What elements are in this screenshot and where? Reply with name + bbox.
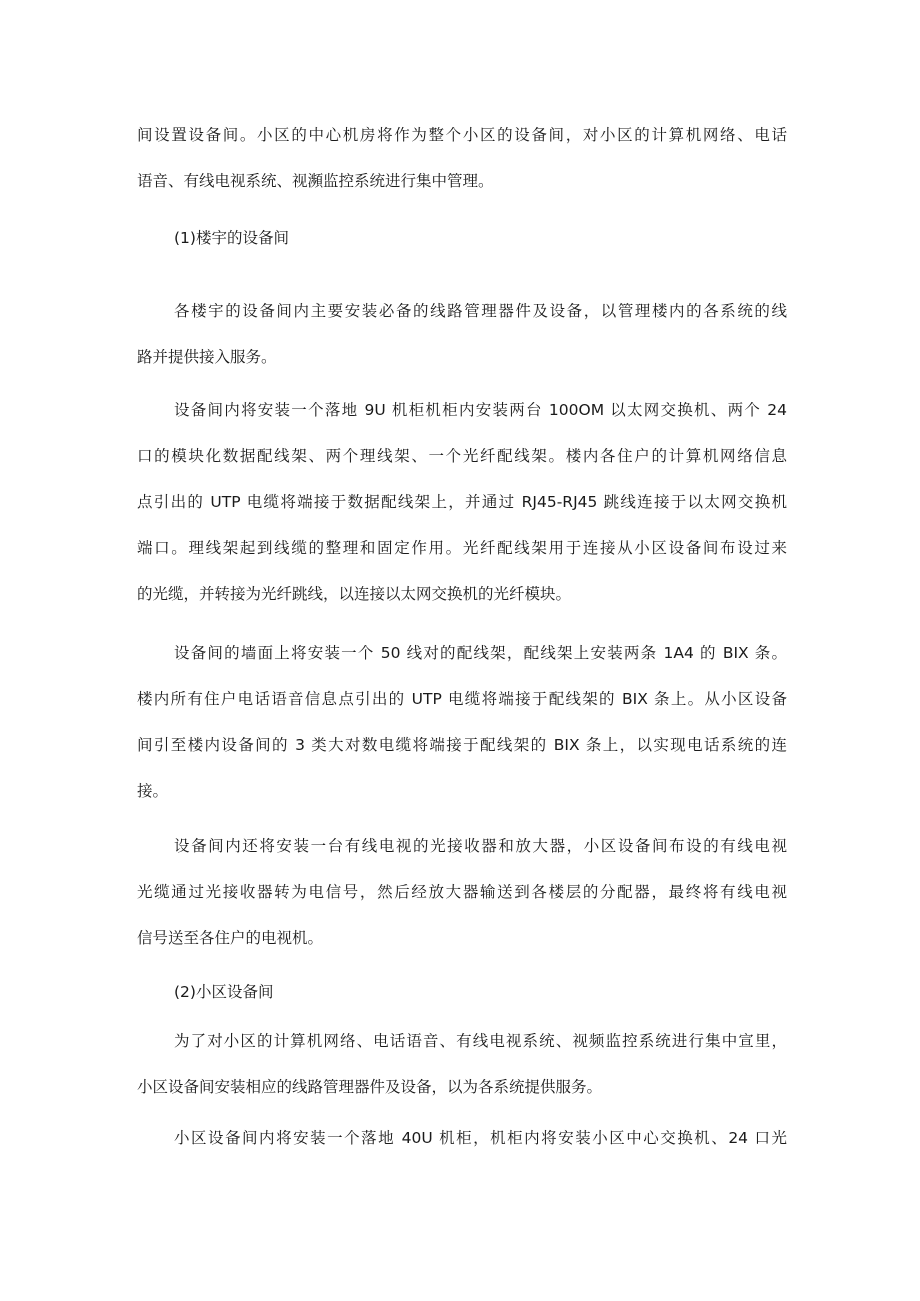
text-line: 口的模块化数据配线架、两个理线架、一个光纤配线架。楼内各住户的计算机网络信息	[137, 447, 787, 465]
text-line: 信号送至各住户的电视机。	[137, 929, 324, 947]
text-line: 语音、有线电视系统、视瀕监控系统进行集中管理。	[137, 172, 494, 190]
section-heading: (2)小区设备间	[174, 983, 274, 1001]
text-line: 路并提供接入服务。	[137, 348, 277, 366]
text-line: 端口。理线架起到线缆的整理和固定作用。光纤配线架用于连接从小区设备间布设过来	[137, 539, 787, 557]
text-line: 设备间内将安装一个落地 9U 机柜机柜内安装两台 100OM 以太网交换机、两个 24	[174, 401, 787, 419]
paragraph-building-overview	[137, 288, 787, 380]
text-line: 小区设备间内将安装一个落地 40U 机柜，机柜内将安装小区中心交换机、24 口光	[174, 1129, 787, 1147]
text-line: 间设置设备间。小区的中心机房将作为整个小区的设备间，对小区的计算机网络、电话	[137, 126, 787, 144]
paragraph-phone-patch-panel	[137, 630, 787, 814]
text-line: 光缆通过光接收器转为电信号，然后经放大器输送到各楼层的分配器，最终将有线电视	[137, 883, 787, 901]
paragraph-intro	[137, 112, 787, 204]
text-line: 小区设备间安装相应的线路管理器件及设备，以为各系统提供服务。	[137, 1078, 603, 1096]
text-line: 各楼宇的设备间内主要安装必备的线路管理器件及设备，以管理楼内的各系统的线	[174, 302, 787, 320]
text-line: 接。	[137, 782, 169, 800]
paragraph-cable-tv	[137, 823, 787, 961]
paragraph-community-cabinet	[137, 1115, 787, 1161]
paragraph-network-cabinet	[137, 387, 787, 617]
heading-building-equipment-room	[137, 215, 787, 261]
text-line: 点引出的 UTP 电缆将端接于数据配线架上，并通过 RJ45-RJ45 跳线连接于以太网交换机	[137, 493, 787, 511]
paragraph-community-overview	[137, 1018, 787, 1110]
section-heading: (1)楼宇的设备间	[174, 229, 289, 247]
text-line: 设备间的墙面上将安装一个 50 线对的配线架，配线架上安装两条 1A4 的 BIX 条。	[174, 644, 787, 662]
text-line: 楼内所有住户电话语音信息点引出的 UTP 电缆将端接于配线架的 BIX 条上。从小区设备	[137, 690, 787, 708]
text-line: 的光缆，并转接为光纤跳线，以连接以太网交换机的光纤模块。	[137, 585, 572, 603]
text-line: 间引至楼内设备间的 3 类大对数电缆将端接于配线架的 BIX 条上，以实现电话系统的连	[137, 736, 787, 754]
text-line: 为了对小区的计算机网络、电话语音、有线电视系统、视频监控系统进行集中宣里，	[174, 1032, 787, 1050]
text-line: 设备间内还将安装一台有线电视的光接收器和放大器，小区设备间布设的有线电视	[174, 837, 787, 855]
heading-community-equipment-room	[137, 969, 787, 1015]
